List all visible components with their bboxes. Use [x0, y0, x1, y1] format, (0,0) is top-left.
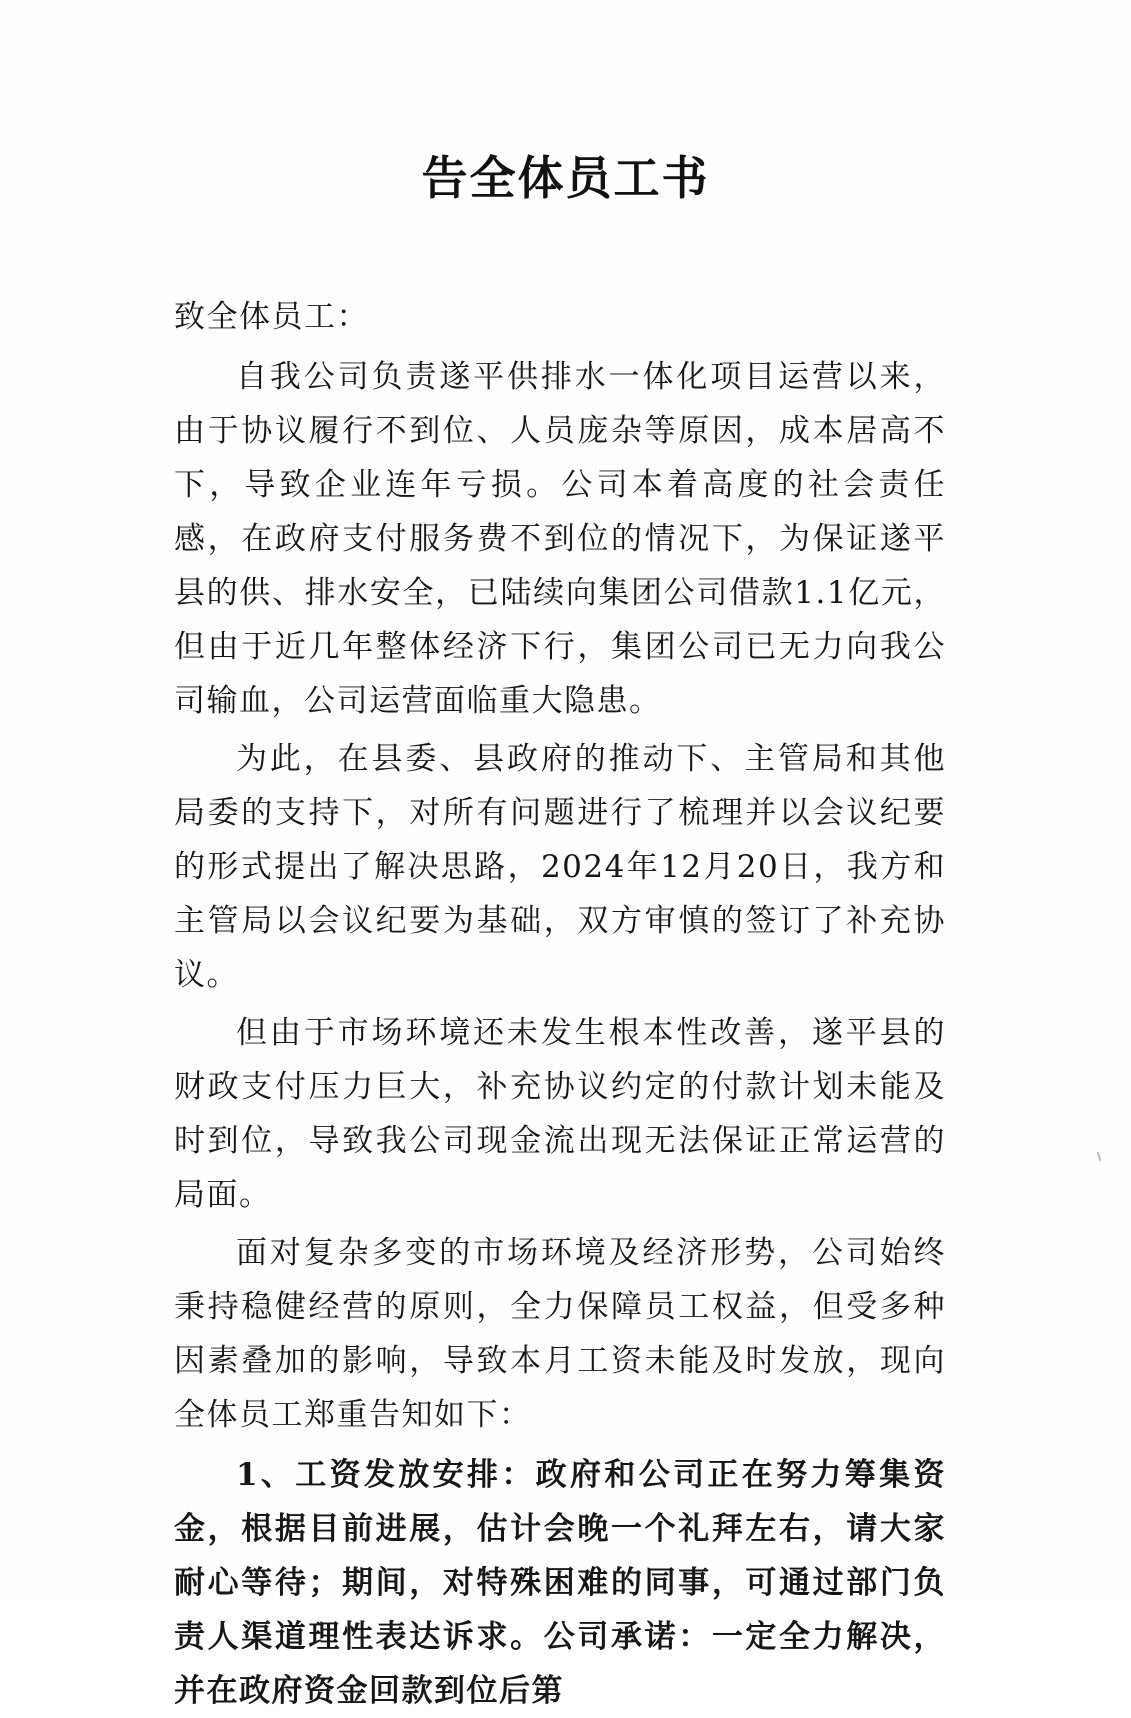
paragraph-supplementary-agreement: 为此，在县委、县政府的推动下、主管局和其他局委的支持下，对所有问题进行了梳理并以会议纪要的形式提出了解决思路，2024年12月20日，我方和主管局以会议纪要为基础，双方审慎的签订了补充协议。	[174, 741, 946, 993]
paragraph-market-environment: 但由于市场环境还未发生根本性改善，遂平县的财政支付压力巨大，补充协议约定的付款计划未能及时到位，导致我公司现金流出现无法保证正常运营的局面。	[174, 1015, 946, 1213]
paragraph-intro: 自我公司负责遂平供排水一体化项目运营以来，由于协议履行不到位、人员庞杂等原因，成本居高不下，导致企业连年亏损。公司本着高度的社会责任感，在政府支付服务费不到位的情况下，为保证遂平县的供、排水安全，已陆续向集团公司借款1.1亿元，但由于近几年整体经济下行，集团公司已无力向我公司输血，公司运营面临重大隐患。	[174, 359, 946, 719]
document-body	[174, 290, 946, 1718]
document-title: 告全体员工书	[421, 151, 710, 205]
scan-speck	[1097, 1152, 1102, 1161]
paragraph-notice: 面对复杂多变的市场环境及经济形势，公司始终秉持稳健经营的原则，全力保障员工权益，但受多种因素叠加的影响，导致本月工资未能及时发放，现向全体员工郑重告知如下：	[174, 1235, 946, 1433]
item-salary-arrangement: 1、工资发放安排：政府和公司正在努力筹集资金，根据目前进展，估计会晚一个礼拜左右，请大家耐心等待；期间，对特殊困难的同事，可通过部门负责人渠道理性表达诉求。公司承诺：一定全力解决，并在政府资金回款到位后第	[174, 1457, 946, 1709]
salutation: 致全体员工：	[174, 299, 369, 335]
